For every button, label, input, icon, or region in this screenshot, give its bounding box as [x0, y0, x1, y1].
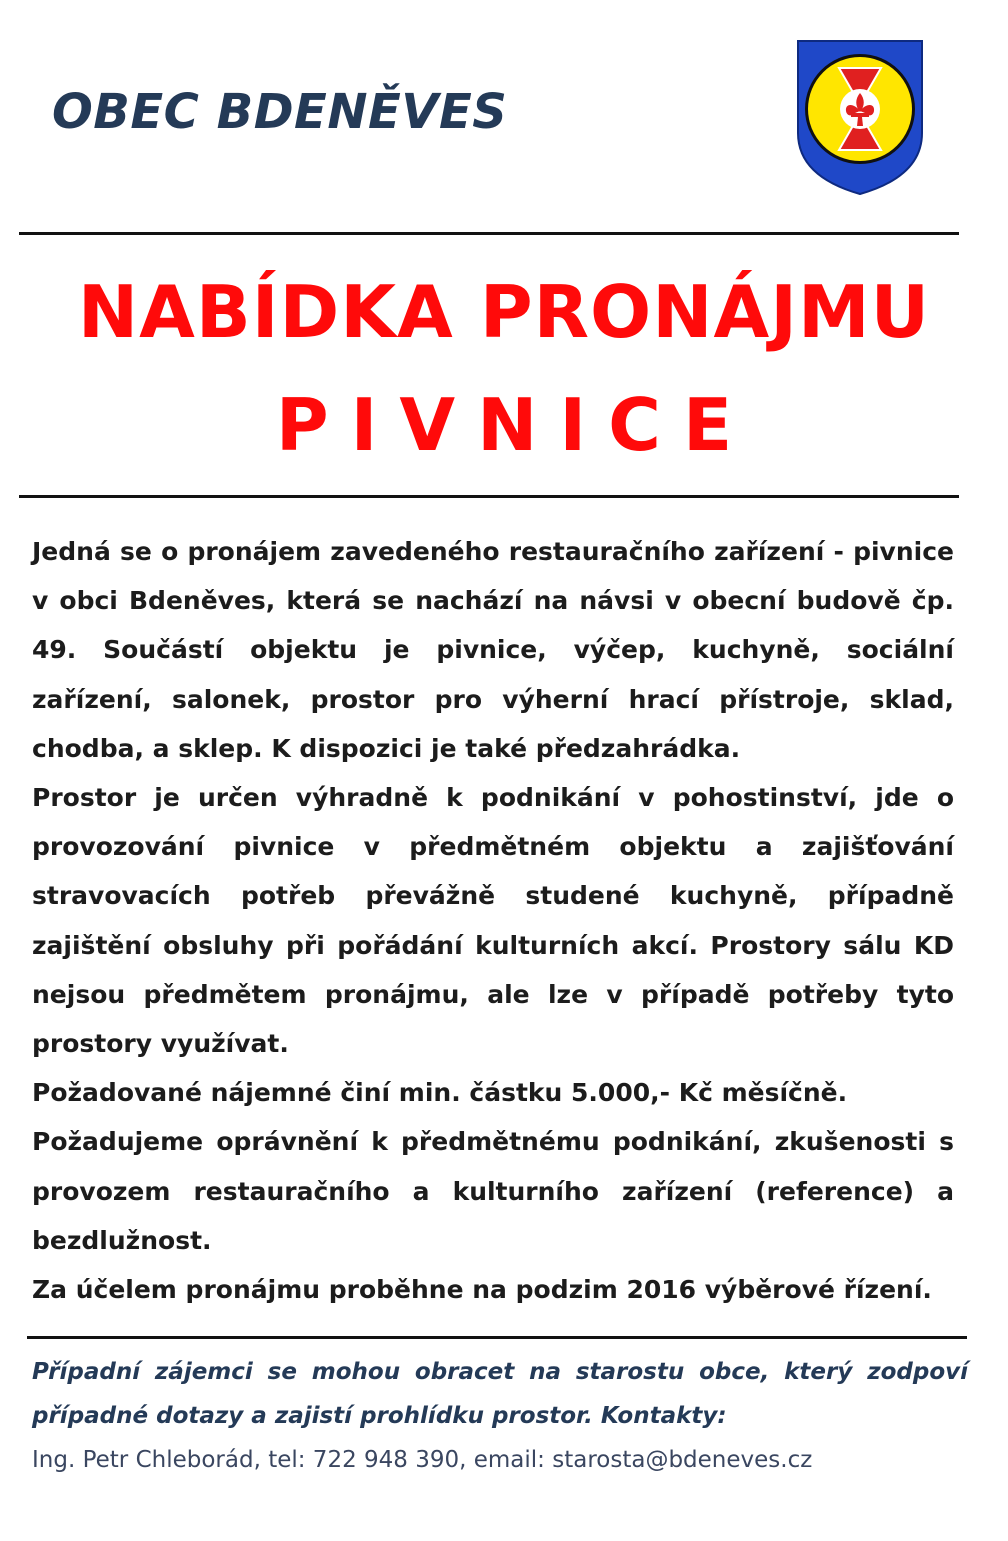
paragraph-selection: Za účelem pronájmu proběhne na podzim 2016 výběrové řízení. — [32, 1275, 932, 1305]
coat-of-arms-icon — [795, 38, 925, 196]
bottom-divider — [27, 1336, 967, 1339]
top-divider — [19, 232, 959, 235]
contact-section — [32, 1350, 968, 1482]
offer-description — [32, 527, 954, 1314]
contact-details: Ing. Petr Chleborád, tel: 722 948 390, email: starosta@bdeneves.cz — [32, 1447, 813, 1473]
contact-note: Případní zájemci se mohou obracet na starostu obce, který zodpoví případné dotazy a zajistí prohlídku prostor. Kontakty: — [32, 1359, 968, 1429]
paragraph-requirements: Požadujeme oprávnění k předmětnému podnikání, zkušenosti s provozem restauračního a kulturního zařízení (reference) a bezdlužnost. — [32, 1127, 954, 1255]
headline-subject: PIVNICE — [275, 383, 755, 467]
org-name: OBEC BDENĚVES — [52, 84, 508, 140]
paragraph-description: Jedná se o pronájem zavedeného restauračního zařízení - pivnice v obci Bdeněves, která se nachází na návsi v obecní budově čp. 49. Součástí objektu je pivnice, výčep, kuchyně, sociální zařízení, salonek, prostor pro výherní hrací přístroje, sklad, chodba, a sklep. K dispozici je také předzahrádka. — [32, 537, 954, 763]
headline-offer: NABÍDKA PRONÁJMU — [77, 270, 931, 354]
paragraph-purpose: Prostor je určen výhradně k podnikání v pohostinství, jde o provozování pivnice v předmětném objektu a zajišťování stravovacích potřeb převážně studené kuchyně, případně zajištění obsluhy při pořádání kulturních akcí. Prostory sálu KD nejsou předmětem pronájmu, ale lze v případě potřeby tyto prostory využívat. — [32, 783, 954, 1059]
middle-divider — [19, 495, 959, 498]
paragraph-rent: Požadované nájemné činí min. částku 5.000,- Kč měsíčně. — [32, 1078, 848, 1108]
